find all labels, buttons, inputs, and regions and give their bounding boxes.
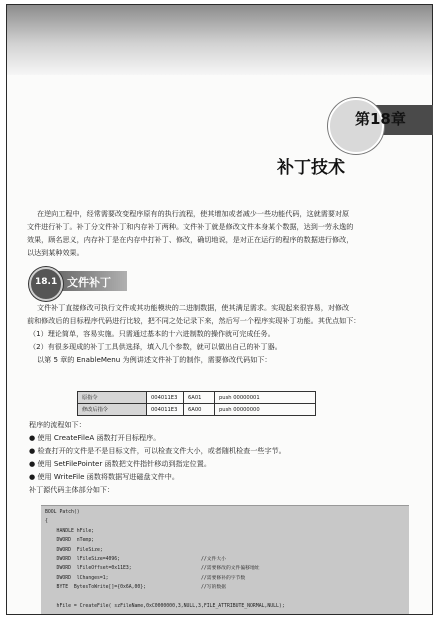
table-cell: 6A01 — [184, 392, 215, 404]
table-row — [78, 404, 316, 416]
list-item: ● 使用 SetFilePointer 函数把文件指针移动到指定位置。 — [29, 459, 211, 468]
code-text: HANDLE hFile; — [45, 528, 95, 534]
book-page — [6, 4, 433, 615]
code-line — [45, 602, 409, 611]
list-item-text: 使用 WriteFile 函数将数据写进磁盘文件中。 — [37, 472, 179, 481]
chapter-title: 补丁技术 — [277, 158, 345, 178]
section-title: 文件补丁 — [67, 276, 111, 289]
table-cell: 004011E3 — [147, 392, 184, 404]
code-text: DWORD nTemp; — [45, 538, 95, 544]
code-text: DWORD lFileOffset=0x11E3; — [45, 566, 132, 572]
intro-line: 文件进行补丁。补丁分文件补丁和内存补丁两种。文件补丁就是修改文件本身某个数据，达到一劳永逸的 — [27, 222, 354, 231]
code-intro: 补丁源代码主体部分如下： — [29, 485, 115, 494]
list-item: ● 使用 CreateFileA 函数打开目标程序。 — [29, 433, 161, 442]
section-line: 文件补丁直接修改可执行文件或其功能模块的二进制数据，使其满足需求。实现起来很容易，对修改 — [37, 303, 350, 312]
code-comment: //文件大小 — [201, 556, 226, 562]
code-text: DWORD lChanges=1; — [45, 575, 109, 581]
patch-table — [77, 391, 316, 416]
code-line — [45, 555, 409, 564]
code-line — [45, 517, 409, 526]
list-item: ● 使用 WriteFile 函数将数据写进磁盘文件中。 — [29, 472, 179, 481]
code-comment: //需要修改的文件偏移地址 — [201, 566, 260, 572]
section-number: 18.1 — [35, 277, 58, 287]
code-comment: //需要修补的字节数 — [201, 575, 246, 581]
code-text: hFile = CreateFile( szFileName,0xC0000000,3,NULL,3,FILE_ATTRIBUTE_NORMAL,NULL); — [45, 603, 285, 609]
code-text: DWORD lFileSize=4096; — [45, 556, 121, 562]
section-line: （2）有很多现成的补丁工具供选择，填入几个参数，就可以做出自己的补丁器。 — [29, 342, 282, 351]
code-line — [45, 574, 409, 583]
code-line — [45, 564, 409, 573]
code-line — [45, 536, 409, 545]
table-cell: push 00000001 — [215, 392, 316, 404]
code-line — [45, 508, 409, 517]
list-item-text: 使用 CreateFileA 函数打开目标程序。 — [37, 433, 161, 442]
code-line — [45, 593, 409, 602]
code-text: { — [45, 519, 48, 525]
code-line — [45, 583, 409, 592]
section-line: 前和修改后的目标程序代码进行比较，把不同之处记录下来，然后写一个程序实现补丁功能。其优点如下： — [27, 316, 361, 325]
code-text: BOOL Patch() — [45, 510, 80, 515]
flow-intro: 程序的流程如下： — [29, 420, 86, 429]
code-line — [45, 527, 409, 536]
section-line: 以第 5 章的 EnableMenu 为例讲述文件补丁的制作，需要修改代码如下： — [37, 355, 272, 364]
header-band — [7, 5, 432, 75]
chapter-label: 第18章 — [355, 110, 406, 128]
intro-line: 以达到某种效果。 — [27, 248, 84, 257]
code-text: DWORD FileSize; — [45, 547, 103, 553]
intro-line: 在逆向工程中，经常需要改变程序原有的执行流程，使其增加或者减少一些功能代码，这就需要对原 — [37, 209, 350, 218]
table-cell: 原指令 — [78, 392, 147, 404]
table-cell: push 00000000 — [215, 404, 316, 416]
code-comment: //写的数据 — [201, 585, 226, 591]
table-row — [78, 392, 316, 404]
code-text: BYTE BytesToWrite[]={0x6A,00}; — [45, 585, 147, 591]
list-item: ● 检查打开的文件是不是目标文件，可以检查文件大小，或者随机检查一些字节。 — [29, 446, 286, 455]
table-cell: 修改后指令 — [78, 404, 147, 416]
list-item-text: 使用 SetFilePointer 函数把文件指针移动到指定位置。 — [37, 459, 211, 468]
code-block — [41, 505, 409, 614]
table-cell: 6A00 — [184, 404, 215, 416]
section-line: （1）理论简单，容易实施。只需通过基本的十六进制数的操作就可完成任务。 — [29, 329, 275, 338]
list-item-text: 检查打开的文件是不是目标文件，可以检查文件大小，或者随机检查一些字节。 — [37, 446, 286, 455]
intro-line: 效果，顾名思义，内存补丁是在内存中打补丁、修改，确切地说，是对正在运行的程序的数据进行修改， — [27, 235, 354, 244]
code-line — [45, 546, 409, 555]
table-cell: 004011E3 — [147, 404, 184, 416]
